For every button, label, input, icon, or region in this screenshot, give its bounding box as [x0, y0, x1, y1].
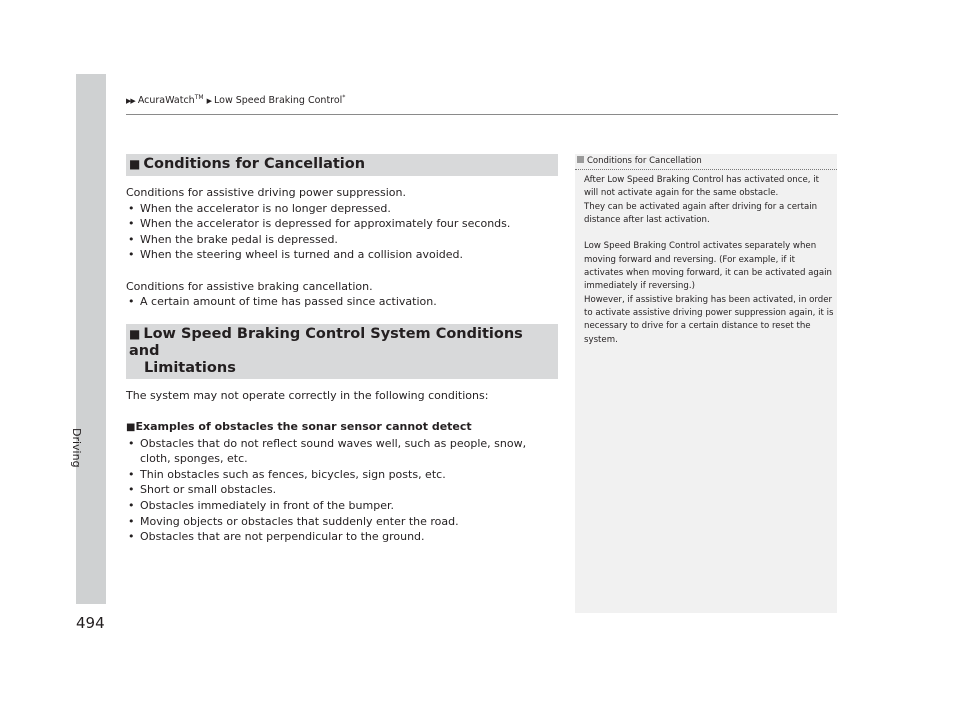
list-item: • Obstacles that do not reflect sound waves well, such as people, snow, cloth, sponges, etc.: [126, 436, 558, 467]
list-item: • When the accelerator is depressed for approximately four seconds.: [126, 216, 558, 232]
square-bullet-icon: ■: [126, 421, 136, 433]
square-bullet-icon: ■: [129, 157, 141, 171]
note-reference-icon: [577, 156, 584, 163]
square-bullet-icon: ■: [129, 326, 141, 341]
side-note: [575, 154, 837, 613]
note-paragraph: However, if assistive braking has been activated, in order to activate assistive driving power suppression again, it is necessary to drive for a certain distance to reset the system.: [584, 294, 834, 345]
page-number: 494: [76, 614, 105, 632]
list-item: • Obstacles immediately in front of the bumper.: [126, 498, 558, 514]
list-item: • Thin obstacles such as fences, bicycles, sign posts, etc.: [126, 467, 558, 483]
list-item: • When the steering wheel is turned and a collision avoided.: [126, 247, 558, 263]
breadcrumb-arrow-icon: ▶: [206, 97, 211, 106]
list-item: • When the accelerator is no longer depressed.: [126, 201, 558, 217]
breadcrumb: [126, 94, 345, 106]
list-item: • When the brake pedal is depressed.: [126, 232, 558, 248]
breadcrumb-current: Low Speed Braking Control*: [214, 94, 346, 107]
list-item: • Moving objects or obstacles that suddenly enter the road.: [126, 514, 558, 530]
section-heading-limitations: ■ Low Speed Braking Control System Conditions and Limitations: [126, 324, 558, 379]
note-body: [584, 174, 834, 347]
chapter-tab: [70, 74, 106, 604]
note-divider: [575, 169, 837, 171]
main-content: [126, 154, 558, 545]
header-divider: [126, 114, 838, 115]
list-item: • Short or small obstacles.: [126, 482, 558, 498]
breadcrumb-link-acurawatch[interactable]: AcuraWatch™: [137, 94, 204, 107]
breadcrumb-arrow-icon: ▶▶: [126, 97, 135, 106]
chapter-tab-label: Driving: [70, 428, 83, 468]
cancellation-intro: Conditions for assistive driving power suppression.: [126, 186, 406, 199]
cancellation-intro-2: Conditions for assistive braking cancellation.: [126, 279, 373, 293]
note-paragraph: Low Speed Braking Control activates separately when moving forward and reversing. (For example, if it activates when moving forward, it can be activated again immediately if reversing.): [584, 241, 832, 292]
limitations-subheading: ■Examples of obstacles the sonar sensor cannot detect: [126, 419, 472, 433]
list-item: • Obstacles that are not perpendicular to the ground.: [126, 529, 558, 545]
note-paragraph: They can be activated again after driving for a certain distance after last activation.: [584, 201, 818, 225]
note-title: Conditions for Cancellation: [575, 156, 837, 166]
limitations-intro: The system may not operate correctly in the following conditions:: [126, 388, 489, 402]
list-item: • A certain amount of time has passed since activation.: [126, 294, 558, 310]
section-heading-cancellation: ■ Conditions for Cancellation: [126, 154, 558, 176]
note-paragraph: After Low Speed Braking Control has activated once, it will not activate again for the same obstacle.: [584, 175, 819, 199]
